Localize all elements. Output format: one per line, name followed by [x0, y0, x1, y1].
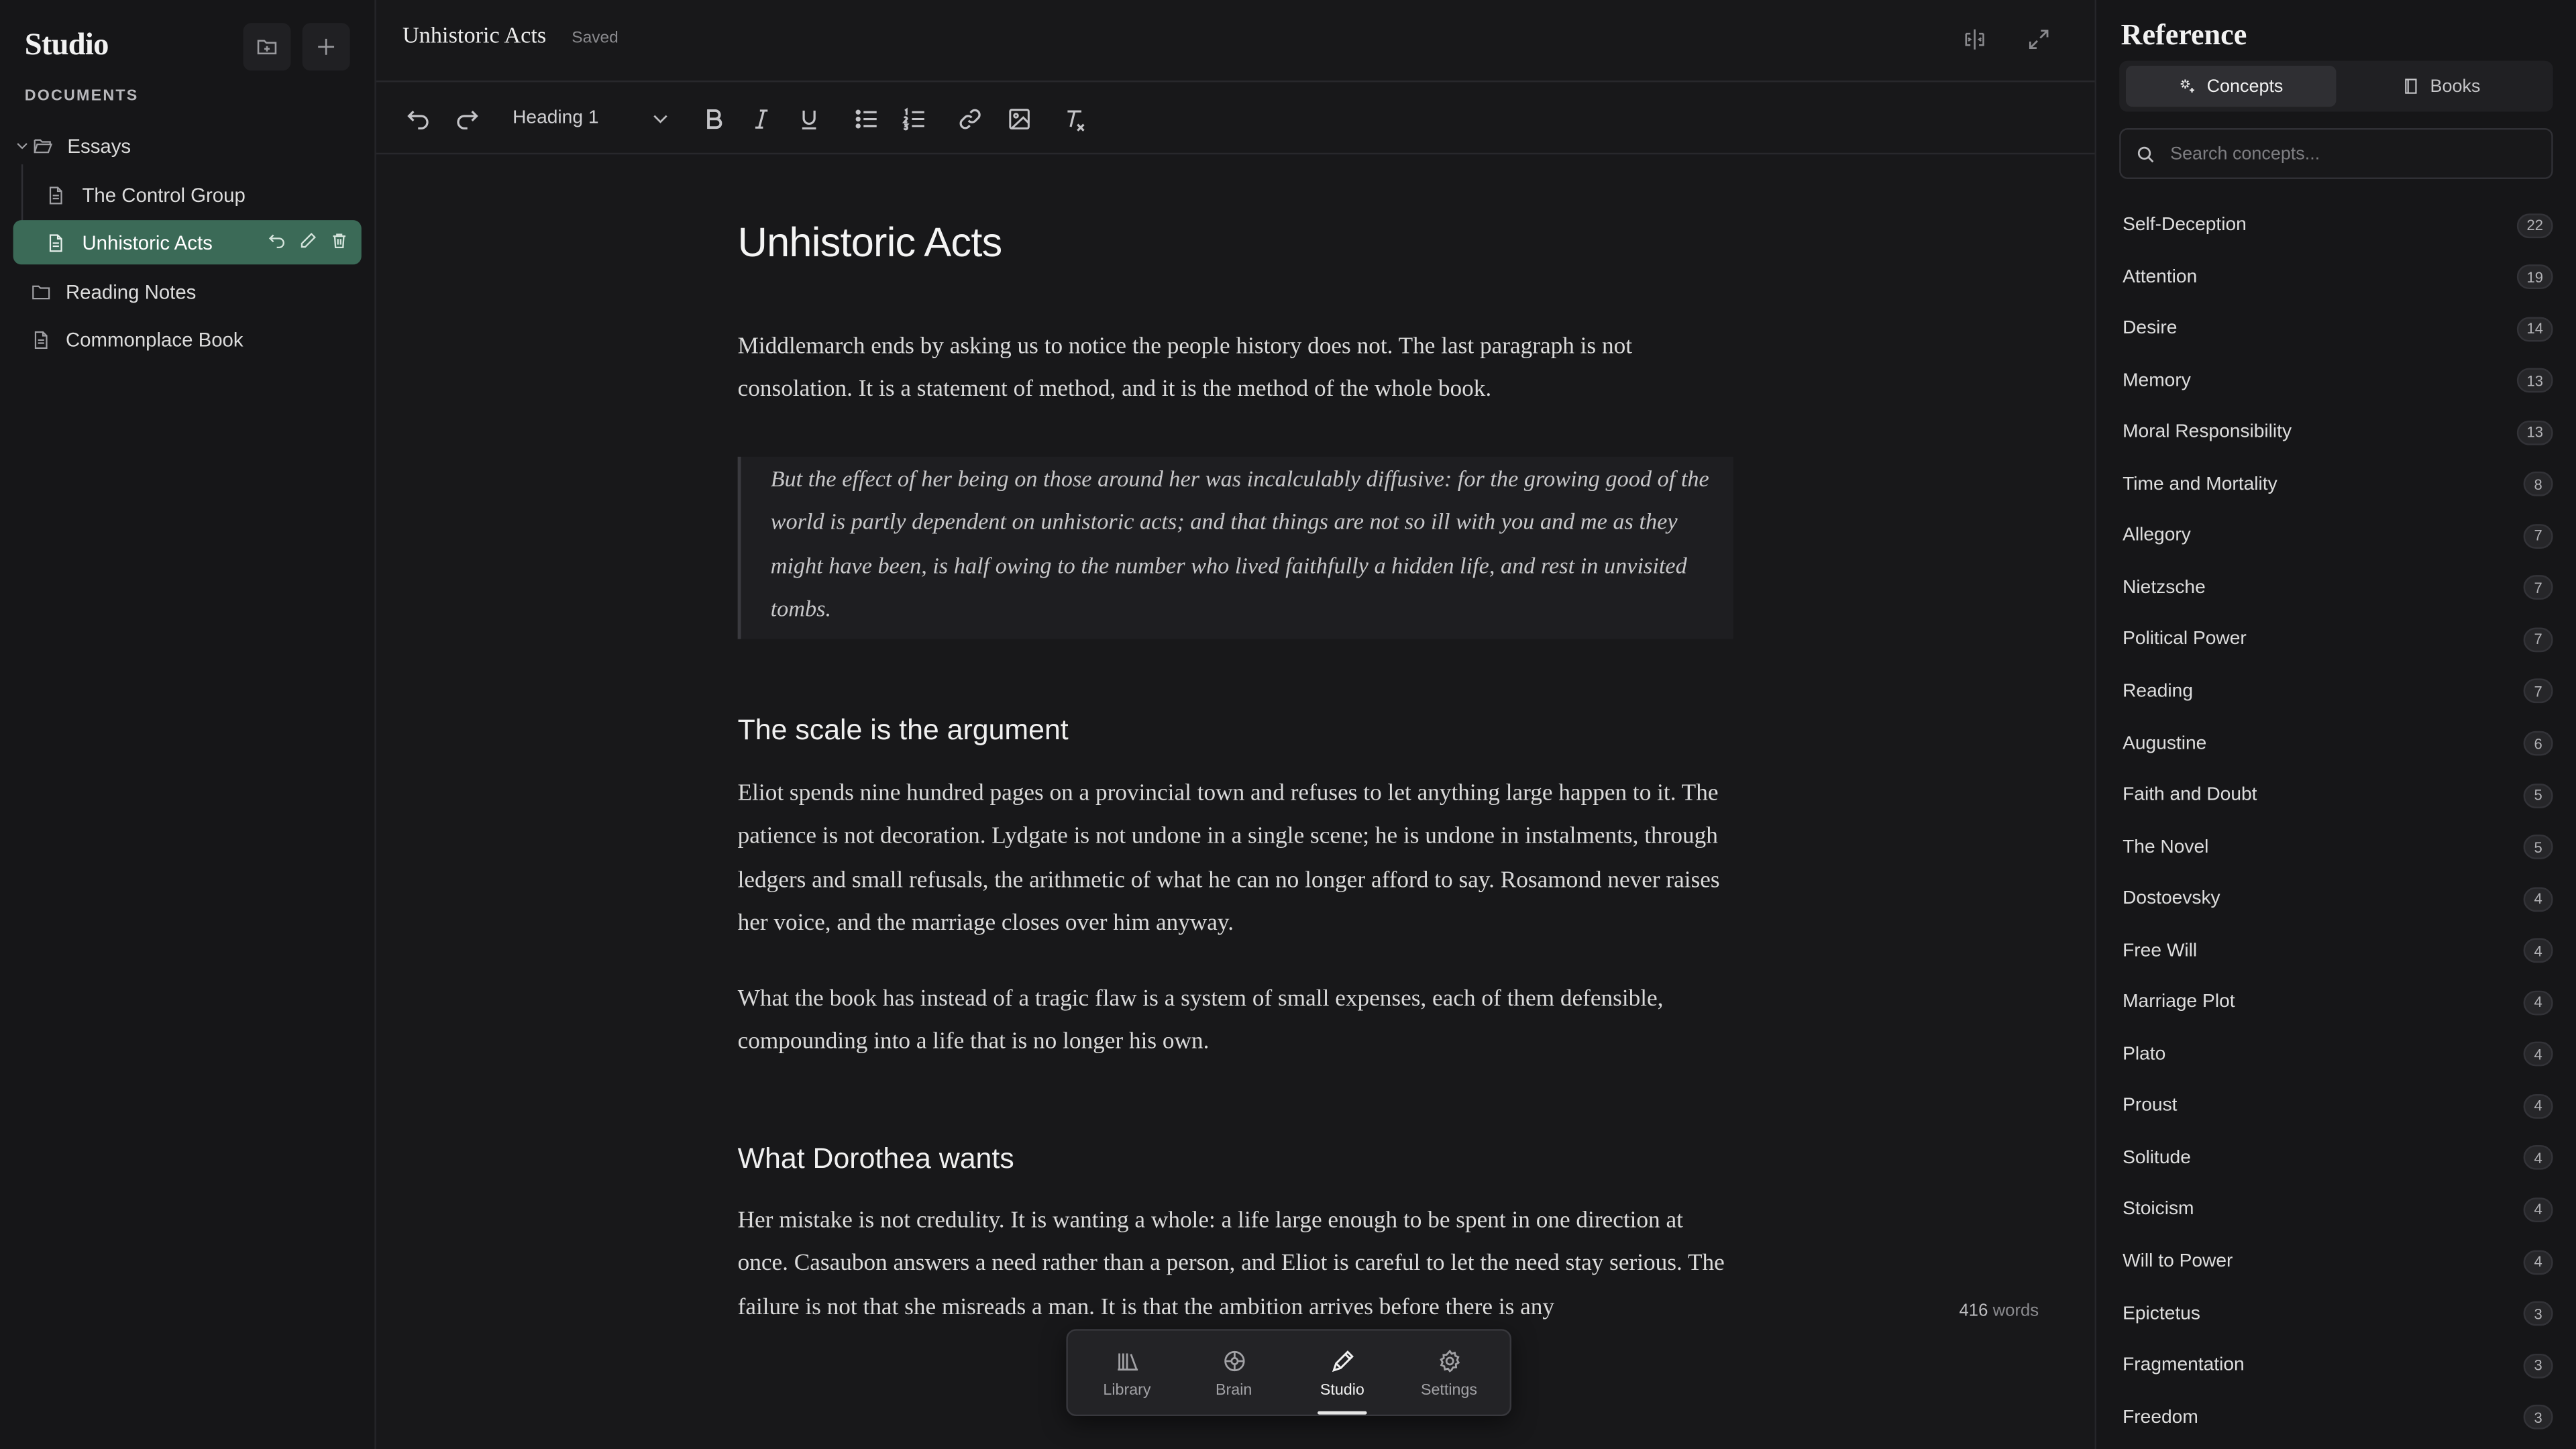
- concept-name: Will to Power: [2123, 1252, 2233, 1272]
- concept-name: Allegory: [2123, 526, 2191, 546]
- documents-section-label: DOCUMENTS: [24, 87, 139, 105]
- concept-count-badge: 4: [2524, 1042, 2553, 1067]
- concept-item[interactable]: [2123, 827, 2553, 867]
- concept-name: Attention: [2123, 267, 2198, 287]
- document-icon: [46, 185, 66, 205]
- image-icon[interactable]: [1002, 102, 1035, 135]
- document-content[interactable]: [738, 154, 1740, 1324]
- trash-icon[interactable]: [330, 231, 348, 254]
- concept-count-badge: 7: [2524, 524, 2553, 549]
- concept-name: Reading: [2123, 682, 2194, 702]
- concept-count-badge: 7: [2524, 627, 2553, 652]
- undo-icon[interactable]: [268, 231, 286, 254]
- concept-name: Marriage Plot: [2123, 992, 2235, 1013]
- concept-item[interactable]: [2123, 724, 2553, 763]
- concept-count-badge: 4: [2524, 1094, 2553, 1119]
- tab-label: Concepts: [2206, 76, 2284, 97]
- concept-item[interactable]: [2123, 1242, 2553, 1281]
- clear-formatting-icon[interactable]: [1058, 102, 1091, 135]
- paragraph[interactable]: What the book has instead of a tragic flaw is a system of small expenses, each of them defensible, compounding into a life that is no longer his own.: [737, 985, 1664, 1056]
- concept-count-badge: 4: [2524, 1249, 2553, 1274]
- dock-item-label: Studio: [1320, 1381, 1364, 1400]
- concept-item[interactable]: [2123, 205, 2553, 245]
- section-heading[interactable]: What Dorothea wants: [737, 1142, 1014, 1175]
- concept-name: Stoicism: [2123, 1199, 2194, 1220]
- word-count-value: 416: [1959, 1301, 1988, 1321]
- concept-item[interactable]: [2123, 620, 2553, 659]
- sparkle-icon: [2179, 77, 2197, 95]
- concept-count-badge: 13: [2517, 420, 2553, 445]
- concept-name: The Novel: [2123, 837, 2209, 857]
- concept-item[interactable]: [2123, 1034, 2553, 1074]
- dock-item-studio[interactable]: [1293, 1331, 1391, 1418]
- concept-item[interactable]: [2123, 983, 2553, 1022]
- document-icon: [46, 233, 66, 252]
- dock-item-label: Settings: [1420, 1381, 1478, 1400]
- concept-count-badge: 14: [2517, 317, 2553, 341]
- concept-item[interactable]: [2123, 1138, 2553, 1178]
- concept-name: Moral Responsibility: [2123, 422, 2292, 443]
- document-icon: [32, 329, 51, 349]
- concept-item[interactable]: [2123, 931, 2553, 971]
- format-toolbar: [376, 82, 2095, 154]
- concept-count-badge: 8: [2524, 472, 2553, 496]
- concept-item[interactable]: [2123, 309, 2553, 349]
- plus-icon: [315, 36, 337, 58]
- new-folder-button[interactable]: [243, 23, 290, 70]
- editor-pane: [376, 0, 2095, 1449]
- concept-count-badge: 3: [2524, 1405, 2553, 1430]
- sidebar-item-essays[interactable]: [13, 123, 362, 168]
- concept-name: Plato: [2123, 1044, 2166, 1065]
- app-logo: Studio: [24, 28, 109, 63]
- sidebar-item-commonplace-book[interactable]: [13, 317, 362, 362]
- concept-name: Political Power: [2123, 629, 2247, 650]
- concept-item[interactable]: [2123, 1190, 2553, 1230]
- concept-count-badge: 19: [2517, 264, 2553, 289]
- editor-topbar: [376, 0, 2095, 82]
- save-status: Saved: [572, 30, 619, 48]
- reference-tabs: [2119, 61, 2553, 112]
- concept-name: Faith and Doubt: [2123, 785, 2257, 806]
- concept-count-badge: 4: [2524, 1146, 2553, 1171]
- concept-item[interactable]: [2123, 1397, 2553, 1437]
- numbered-list-icon[interactable]: [897, 102, 930, 135]
- concept-count-badge: 3: [2524, 1353, 2553, 1378]
- concept-count-badge: 22: [2517, 213, 2553, 237]
- block-style-select[interactable]: [513, 103, 670, 133]
- concept-item[interactable]: [2123, 672, 2553, 711]
- concept-count-badge: 5: [2524, 783, 2553, 808]
- concept-name: Epictetus: [2123, 1303, 2200, 1324]
- concept-name: Augustine: [2123, 733, 2207, 753]
- tab-books[interactable]: [2336, 66, 2546, 107]
- redo-icon[interactable]: [450, 102, 483, 135]
- reference-panel: [2094, 0, 2576, 1449]
- split-view-icon[interactable]: [1960, 25, 1990, 54]
- block-style-value: Heading 1: [513, 108, 599, 129]
- row-actions: [268, 220, 348, 264]
- concept-name: Free Will: [2123, 941, 2198, 961]
- concept-count-badge: 4: [2524, 887, 2553, 912]
- dock-item-library[interactable]: [1078, 1331, 1177, 1418]
- tab-label: Books: [2430, 76, 2481, 97]
- new-document-button[interactable]: [303, 23, 350, 70]
- concept-name: Desire: [2123, 319, 2178, 339]
- sidebar-item-label: The Control Group: [82, 183, 246, 207]
- undo-icon[interactable]: [401, 102, 434, 135]
- book-icon: [2402, 77, 2420, 95]
- dock-item-settings[interactable]: [1400, 1331, 1499, 1418]
- search-input[interactable]: [2170, 144, 2532, 163]
- reference-title: Reference: [2121, 17, 2247, 51]
- blockquote[interactable]: But the effect of her being on those around her was incalculably diffusive: for the growing good of the world is partly dependent on unhistoric acts; and that things are not so ill with you and me as they might have been, is half owing to the number who lived faithfully a hidden life, and rest in unvisited tombs.: [738, 457, 1733, 639]
- search-icon: [2136, 144, 2155, 163]
- dock-item-label: Library: [1103, 1381, 1151, 1400]
- concept-name: Time and Mortality: [2123, 474, 2277, 494]
- concept-item[interactable]: [2123, 879, 2553, 919]
- concept-name: Self-Deception: [2123, 215, 2247, 235]
- link-icon[interactable]: [953, 102, 985, 135]
- section-heading[interactable]: The scale is the argument: [737, 712, 1069, 746]
- concept-name: Freedom: [2123, 1407, 2198, 1428]
- brain-icon: [1222, 1349, 1246, 1374]
- underline-icon[interactable]: [792, 102, 824, 135]
- document-heading[interactable]: Unhistoric Acts: [737, 220, 1002, 266]
- gear-icon: [1437, 1349, 1462, 1374]
- concept-item[interactable]: [2123, 568, 2553, 608]
- concept-item[interactable]: [2123, 413, 2553, 452]
- concept-name: Memory: [2123, 370, 2191, 390]
- concept-name: Solitude: [2123, 1148, 2191, 1168]
- folder-open-icon: [33, 136, 52, 155]
- concept-item[interactable]: [2123, 257, 2553, 297]
- sidebar-item-label: Reading Notes: [65, 280, 197, 303]
- word-count-label: words: [1992, 1301, 2039, 1321]
- concept-item[interactable]: [2123, 361, 2553, 400]
- concept-item[interactable]: [2123, 1294, 2553, 1334]
- concept-item[interactable]: [2123, 464, 2553, 504]
- concept-item[interactable]: [2123, 517, 2553, 556]
- concept-item[interactable]: [2123, 1346, 2553, 1385]
- concept-count-badge: 13: [2517, 368, 2553, 393]
- document-title[interactable]: Unhistoric Acts: [402, 24, 547, 50]
- app-dock: [1066, 1329, 1511, 1416]
- concept-name: Nietzsche: [2123, 578, 2206, 598]
- dock-item-brain[interactable]: [1185, 1331, 1283, 1418]
- pen-icon: [1330, 1349, 1354, 1374]
- paragraph[interactable]: Middlemarch ends by asking us to notice the people history does not. The last paragraph is not consolation. It is a statement of method, and it is the method of the whole book.: [737, 333, 1633, 403]
- concept-count-badge: 5: [2524, 835, 2553, 859]
- concept-name: Dostoevsky: [2123, 889, 2220, 909]
- bullet-list-icon[interactable]: [849, 102, 882, 135]
- library-icon: [1115, 1349, 1140, 1374]
- concept-item[interactable]: [2123, 1087, 2553, 1126]
- concept-count-badge: 4: [2524, 990, 2553, 1015]
- sidebar-item-unhistoric-acts[interactable]: [13, 220, 362, 264]
- italic-icon[interactable]: [744, 102, 777, 135]
- paragraph[interactable]: Eliot spends nine hundred pages on a provincial town and refuses to let anything large happen to it. The patience is not decoration. Lydgate is not undone in a single scene; he is undone in instalments, through ledgers and small refusals, the arithmetic of what he can no longer afford to say. Rosamond never raises her voice, and the marriage closes over him anyway.: [737, 780, 1720, 937]
- word-count: [1959, 1301, 2039, 1321]
- sidebar-item-the-control-group[interactable]: [13, 172, 362, 217]
- concept-count-badge: 6: [2524, 731, 2553, 756]
- sidebar-item-label: Unhistoric Acts: [82, 231, 213, 254]
- sidebar-item-reading-notes[interactable]: [13, 270, 362, 314]
- folder-icon: [32, 282, 51, 301]
- documents-sidebar: [0, 0, 376, 1449]
- paragraph[interactable]: Her mistake is not credulity. It is wanting a whole: a life large enough to be spent in one direction at once. Casaubon answers a need rather than a person, and Eliot is careful to let the need stay serious. The failure is not that she misreads a man. It is that the ambition arrives before there is any: [737, 1208, 1725, 1321]
- concept-item[interactable]: [2123, 775, 2553, 815]
- concept-count-badge: 3: [2524, 1301, 2553, 1326]
- concept-count-badge: 4: [2524, 938, 2553, 963]
- chevron-down-icon: [651, 109, 670, 128]
- edit-pencil-icon[interactable]: [299, 231, 317, 254]
- fullscreen-icon[interactable]: [2024, 25, 2053, 54]
- sidebar-item-label: Essays: [67, 133, 131, 157]
- concept-count-badge: 7: [2524, 576, 2553, 600]
- folder-plus-icon: [256, 36, 278, 58]
- concept-search[interactable]: [2119, 128, 2553, 179]
- concept-count-badge: 7: [2524, 680, 2553, 704]
- sidebar-item-label: Commonplace Book: [65, 327, 244, 351]
- tab-concepts[interactable]: [2126, 66, 2336, 107]
- dock-item-label: Brain: [1216, 1381, 1252, 1400]
- bold-icon[interactable]: [696, 102, 729, 135]
- concept-name: Proust: [2123, 1096, 2178, 1116]
- concept-name: Fragmentation: [2123, 1355, 2245, 1376]
- concept-count-badge: 4: [2524, 1197, 2553, 1222]
- chevron-down-icon[interactable]: [15, 138, 31, 153]
